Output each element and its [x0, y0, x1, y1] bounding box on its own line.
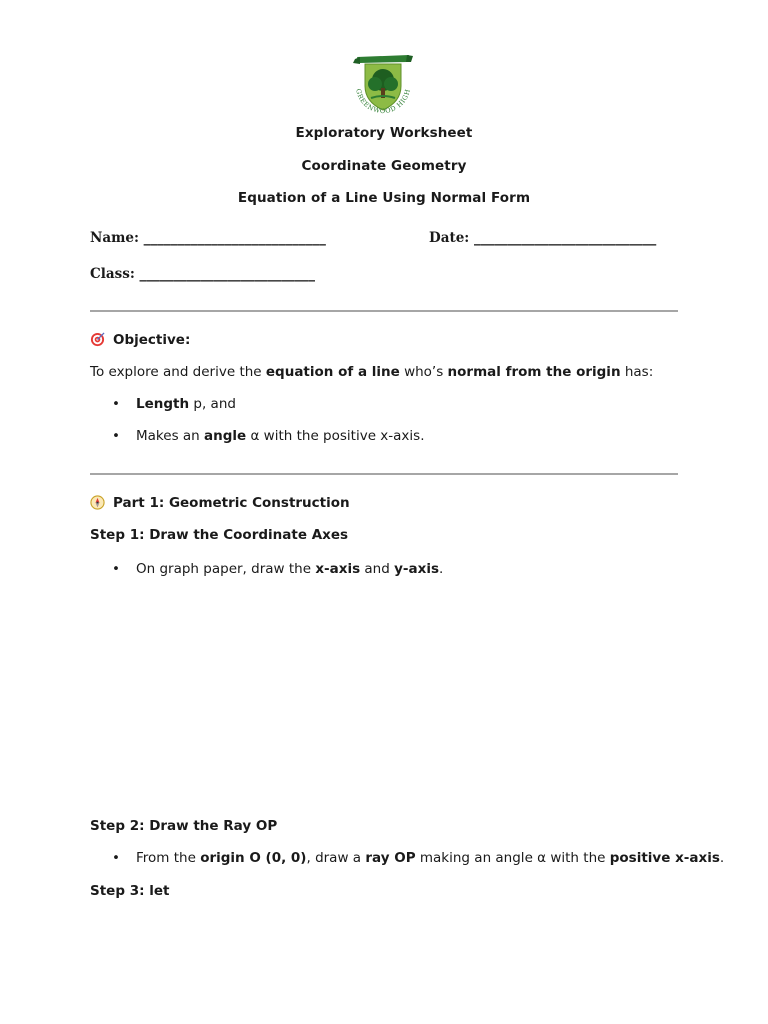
section-divider	[90, 473, 678, 475]
step2-bullet: From the origin O (0, 0), draw a ray OP making an angle α with the positive x-axis.	[136, 850, 725, 866]
date-label: Date:	[429, 230, 470, 246]
date-blank-line[interactable]: ___________________________	[473, 230, 657, 246]
objective-intro: To explore and derive the equation of a line who’s normal from the origin has:	[90, 364, 654, 380]
part1-heading-text: Part 1: Geometric Construction	[113, 495, 350, 511]
objective-heading	[90, 332, 190, 348]
class-label: Class:	[90, 266, 135, 282]
worksheet-topic: Equation of a Line Using Normal Form	[237, 190, 531, 206]
bullet-marker: •	[112, 396, 120, 412]
step2-heading: Step 2: Draw the Ray OP	[90, 818, 278, 834]
compass-icon	[90, 495, 105, 510]
class-field[interactable]	[90, 266, 315, 282]
objective-bullet-length: Length p, and	[136, 396, 236, 412]
name-label: Name:	[90, 230, 139, 246]
step1-heading: Step 1: Draw the Coordinate Axes	[90, 527, 349, 543]
date-field[interactable]	[429, 230, 656, 246]
worksheet-title: Exploratory Worksheet	[295, 125, 473, 141]
bullet-marker: •	[112, 428, 120, 444]
svg-text:GREENWOOD HIGH: GREENWOOD HIGH	[354, 87, 412, 116]
part1-heading	[90, 495, 350, 511]
worksheet-subject: Coordinate Geometry	[301, 158, 467, 174]
school-logo	[347, 50, 419, 122]
objective-bullet-angle: Makes an angle α with the positive x-axis.	[136, 428, 425, 444]
section-divider	[90, 310, 678, 312]
bullet-marker: •	[112, 850, 120, 866]
bullet-marker: •	[112, 561, 120, 577]
name-blank-line[interactable]: ___________________________	[143, 230, 326, 246]
target-icon	[90, 332, 105, 347]
step3-heading: Step 3: let	[90, 883, 170, 899]
class-blank-line[interactable]: __________________________	[139, 266, 316, 282]
objective-heading-text: Objective:	[113, 332, 191, 348]
name-field[interactable]	[90, 230, 326, 246]
step1-bullet: On graph paper, draw the x-axis and y-axis.	[136, 561, 444, 577]
